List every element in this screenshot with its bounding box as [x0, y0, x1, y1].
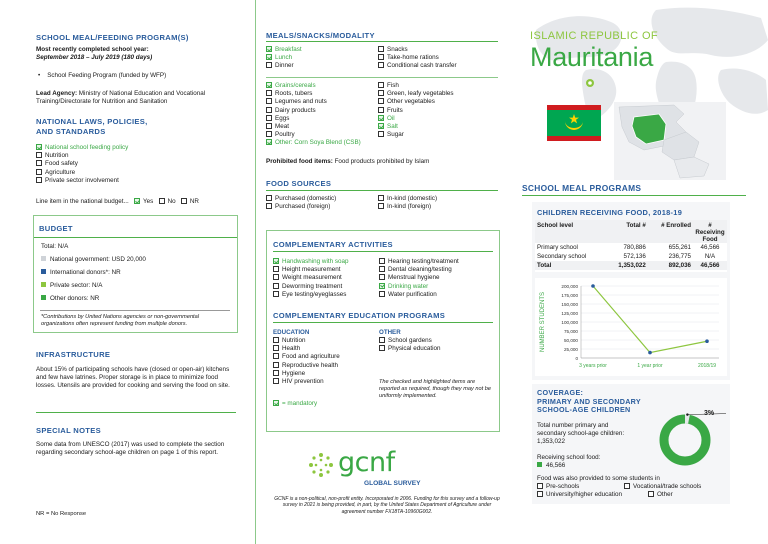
checkbox[interactable]: [36, 160, 42, 166]
food-item: Sugar: [378, 131, 508, 139]
checkbox[interactable]: [378, 203, 384, 209]
table-cell: 780,886: [623, 244, 646, 251]
recent-label: Most recently completed school year:: [36, 46, 149, 53]
checkbox[interactable]: [273, 353, 279, 359]
checked-note: The checked and highlighted items are reported as required, though they may not be uniformly implemented.: [379, 379, 491, 399]
checkbox[interactable]: [266, 62, 272, 68]
laws-list: [36, 144, 128, 185]
divider: [266, 190, 498, 191]
chart-wrap: [535, 278, 727, 376]
source-item: Purchased (foreign): [266, 203, 336, 211]
divider: [266, 77, 498, 78]
activity-item: Dental cleaning/testing: [379, 266, 459, 274]
coverage-total: Total number primary and secondary school-age children: 1,353,022: [537, 422, 625, 446]
table-cell: 655,261: [668, 244, 691, 251]
checkbox[interactable]: [266, 195, 272, 201]
divider: [34, 237, 237, 238]
checkbox[interactable]: [266, 139, 272, 145]
programs-title: SCHOOL MEAL PROGRAMS: [522, 183, 642, 193]
budget-title: BUDGET: [39, 224, 73, 233]
food-item: Roots, tubers: [266, 90, 381, 98]
divider: [273, 251, 493, 252]
foods-col2: [378, 82, 508, 139]
meals-col2: [378, 46, 508, 71]
budget-private: Private sector: N/A: [41, 282, 103, 289]
other-item: School gardens: [379, 337, 441, 345]
food-item: Dairy products: [266, 107, 381, 115]
country-name: Mauritania: [530, 42, 654, 72]
checkbox[interactable]: [266, 107, 272, 113]
legend-swatch: [41, 295, 46, 300]
checkbox[interactable]: [273, 291, 279, 297]
table-header: School level: [537, 222, 574, 229]
food-item: Salt: [378, 123, 508, 131]
activity-item: Drinking water: [379, 283, 459, 291]
infrastructure-text: About 15% of participating schools have (closed or open-air) kitchens and few have latrines. Proper storage is in place to minimize food losses. Utensils are provided for cooking and serving the food on site.: [36, 366, 230, 390]
crescent-star-icon: [562, 113, 586, 133]
laws-title: [36, 117, 148, 136]
checkbox[interactable]: [378, 131, 384, 137]
meal-item: Conditional cash transfer: [378, 62, 508, 70]
activity-item: Menstrual hygiene: [379, 274, 459, 282]
notes-title: SPECIAL NOTES: [36, 426, 101, 435]
checkbox[interactable]: [378, 90, 384, 96]
food-item: Fruits: [378, 107, 508, 115]
checkbox[interactable]: [273, 258, 279, 264]
also-row-1: Pre-schools: [537, 483, 579, 490]
complementary-title: COMPLEMENTARY ACTIVITIES: [273, 240, 393, 249]
children-table: [535, 220, 727, 270]
table-cell: Primary school: [537, 244, 578, 251]
also-row-1b: Vocational/trade schools: [624, 483, 701, 490]
budget-note: *Contributions by United Nations agencies or non-governmental organizations often represent funding from multiple donors.: [41, 314, 199, 327]
percent-leader-dot: [686, 413, 688, 415]
gcnf-logo: [308, 447, 468, 490]
yes-checkbox[interactable]: [134, 198, 140, 204]
other-label: OTHER: [379, 329, 401, 336]
children-title: CHILDREN RECEIVING FOOD, 2018-19: [537, 208, 683, 217]
checkbox[interactable]: [266, 54, 272, 60]
coverage-title-line1: COVERAGE:: [537, 388, 584, 397]
food-item: Fish: [378, 82, 508, 90]
source-item: Purchased (domestic): [266, 195, 336, 203]
budget-box: [33, 215, 238, 333]
table-cell: N/A: [704, 253, 716, 260]
x-tick-label: 2018/19: [697, 363, 717, 369]
food-item: Green, leafy vegetables: [378, 90, 508, 98]
checkbox[interactable]: [648, 491, 654, 497]
table-header: # Enrolled: [661, 222, 691, 229]
country-label: ISLAMIC REPUBLIC OF: [530, 30, 659, 42]
food-item: Grains/cereals: [266, 82, 381, 90]
checkbox[interactable]: [36, 144, 42, 150]
other-item: Physical education: [379, 345, 441, 353]
checkbox[interactable]: [379, 337, 385, 343]
coverage-receiving: 46,566: [537, 462, 565, 469]
food-item: Meat: [266, 123, 381, 131]
meal-item: Take-home rations: [378, 54, 508, 62]
law-item: Agriculture: [36, 169, 128, 177]
coverage-receiving-label: Receiving school food:: [537, 454, 601, 461]
source-item: In-kind (domestic): [378, 195, 437, 203]
checkbox[interactable]: [378, 98, 384, 104]
y-tick-label: 175,000: [561, 292, 578, 298]
left-column: [0, 0, 255, 544]
nr-checkbox[interactable]: [181, 198, 187, 204]
table-cell: 892,036: [668, 262, 691, 269]
laws-title-line2: AND STANDARDS: [36, 126, 106, 136]
x-tick-label: 3 years prior: [579, 363, 607, 369]
food-item: Poultry: [266, 131, 381, 139]
coverage-title-line2: PRIMARY AND SECONDARY: [537, 396, 642, 406]
x-tick-label: 1 year prior: [637, 363, 663, 369]
checkbox[interactable]: [273, 283, 279, 289]
lead-value: Ministry of National Education and Vocational Training/Directorate for Nutrition and Sanitation: [36, 90, 206, 105]
mandatory-legend: = mandatory: [273, 400, 317, 407]
feeding-title: SCHOOL MEAL/FEEDING PROGRAM(S): [36, 33, 189, 42]
budget-other: Other donors: NR: [41, 295, 99, 302]
checkbox[interactable]: [379, 258, 385, 264]
checkbox[interactable]: [273, 274, 279, 280]
y-tick-label: 200,000: [561, 283, 578, 289]
table-cell: 572,136: [623, 253, 646, 260]
y-tick-label: 50,000: [563, 337, 578, 343]
mauritania-flag-icon: [547, 105, 601, 141]
divider: [273, 322, 493, 323]
meal-item: Snacks: [378, 46, 508, 54]
y-tick-label: 150,000: [561, 301, 578, 307]
table-cell: 46,566: [700, 244, 720, 251]
y-tick-label: 75,000: [563, 328, 578, 334]
also-row-2: University/higher education: [537, 491, 622, 498]
checkbox[interactable]: [379, 345, 385, 351]
table-header-row: [535, 220, 727, 243]
law-item: Private sector involvement: [36, 177, 128, 185]
data-point: [591, 284, 595, 288]
education-label: EDUCATION: [273, 329, 310, 336]
law-item: Food safety: [36, 160, 128, 168]
checkbox[interactable]: [273, 337, 279, 343]
meal-item: Breakfast: [266, 46, 376, 54]
table-cell: Total: [537, 262, 552, 269]
food-item: Eggs: [266, 115, 381, 123]
data-point: [648, 351, 652, 355]
checkbox[interactable]: [266, 115, 272, 121]
table-cell: 46,566: [700, 262, 720, 269]
legend-swatch: [41, 256, 46, 261]
nr-note: NR = No Response: [36, 511, 87, 517]
table-total-row: [535, 261, 727, 270]
students-line-chart: [535, 278, 727, 376]
checkbox[interactable]: [379, 266, 385, 272]
checkbox[interactable]: [537, 483, 543, 489]
activity-item: Handwashing with soap: [273, 258, 349, 266]
food-item: Other vegetables: [378, 98, 508, 106]
table-cell: 236,775: [668, 253, 691, 260]
budget-national: National government: USD 20,000: [41, 256, 146, 263]
edu-item: Hygiene: [273, 370, 340, 378]
donut-remainder-slice: [664, 419, 706, 461]
checkbox[interactable]: [378, 54, 384, 60]
children-table-wrap: [535, 220, 727, 272]
lead-label: Lead Agency:: [36, 90, 78, 97]
budget-line-item: Line item in the national budget... Yes No NR: [36, 198, 199, 205]
y-tick-label: 0: [575, 355, 578, 361]
coverage-title-line3: SCHOOL-AGE CHILDREN: [537, 405, 631, 414]
recent-value: September 2018 – July 2019 (180 days): [36, 54, 153, 61]
edu-item: Reproductive health: [273, 362, 340, 370]
table-cell: 1,353,022: [618, 262, 646, 269]
checkbox[interactable]: [379, 274, 385, 280]
checkbox[interactable]: [378, 62, 384, 68]
coverage-percent: 3%: [704, 410, 715, 417]
checkbox[interactable]: [378, 82, 384, 88]
budget-international: International donors*: NR: [41, 269, 121, 276]
program-text: School Feeding Program (funded by WFP): [47, 72, 167, 79]
gcnf-survey: GLOBAL SURVEY: [364, 480, 421, 487]
sources-col2: [378, 195, 437, 211]
food-item: Other: Corn Soya Blend (CSB): [266, 139, 381, 147]
edu-item: HIV prevention: [273, 378, 340, 386]
education-list: [273, 337, 340, 386]
activity-item: Weight measurement: [273, 274, 349, 282]
legend-swatch: [41, 269, 46, 274]
table-cell: Secondary school: [537, 253, 587, 260]
activity-item: Eye testing/eyeglasses: [273, 291, 349, 299]
checkbox[interactable]: [273, 370, 279, 376]
law-item: Nutrition: [36, 152, 128, 160]
coverage-panel: [532, 384, 730, 504]
infrastructure-title: INFRASTRUCTURE: [36, 350, 111, 359]
edu-item: Nutrition: [273, 337, 340, 345]
food-item: Legumes and nuts: [266, 98, 381, 106]
locator-map-icon: [614, 102, 726, 180]
checkbox[interactable]: [378, 195, 384, 201]
meals-col1: [266, 46, 376, 71]
y-tick-label: 125,000: [561, 310, 578, 316]
activity-item: Height measurement: [273, 266, 349, 274]
no-checkbox[interactable]: [159, 198, 165, 204]
checkbox[interactable]: [266, 98, 272, 104]
gcnf-dots-icon: [308, 452, 334, 478]
meal-item: Dinner: [266, 62, 376, 70]
activities-col1: [273, 258, 349, 299]
flag-stripe: [547, 136, 601, 141]
complementary-box: [266, 230, 500, 432]
legend-swatch: [537, 462, 542, 467]
legend-swatch: [41, 282, 46, 287]
checkbox[interactable]: [266, 46, 272, 52]
other-list: [379, 337, 441, 353]
activity-item: Water purification: [379, 291, 459, 299]
table-row: [535, 243, 727, 252]
gcnf-wordmark: gcnf: [338, 447, 395, 478]
checkbox[interactable]: [266, 131, 272, 137]
meal-item: Lunch: [266, 54, 376, 62]
source-item: In-kind (foreign): [378, 203, 437, 211]
prohibited-foods: [266, 158, 429, 165]
children-panel: [532, 202, 730, 380]
activity-item: Hearing testing/treatment: [379, 258, 459, 266]
meals-title: MEALS/SNACKS/MODALITY: [266, 31, 375, 40]
coverage-donut: [642, 408, 728, 468]
notes-text: Some data from UNESCO (2017) was used to complete the section regarding secondary school-age children on page 1 of this report.: [36, 441, 225, 457]
coverage-title: [537, 389, 641, 415]
edu-programs-title: COMPLEMENTARY EDUCATION PROGRAMS: [273, 311, 446, 320]
divider: [522, 195, 746, 196]
law-item: National school feeding policy: [36, 144, 128, 152]
checkbox[interactable]: [36, 169, 42, 175]
series-line: [593, 286, 707, 353]
divider: [36, 412, 236, 413]
table-header: Total #: [626, 222, 646, 229]
data-point: [705, 339, 709, 343]
checkbox[interactable]: [273, 378, 279, 384]
checkbox[interactable]: [378, 115, 384, 121]
table-row: [535, 252, 727, 261]
right-column: [516, 0, 768, 544]
checkbox[interactable]: [266, 90, 272, 96]
checkbox[interactable]: [378, 46, 384, 52]
prohibited-value: Food products prohibited by Islam: [332, 158, 430, 165]
sources-title: FOOD SOURCES: [266, 179, 332, 188]
sources-col1: [266, 195, 336, 211]
foods-col1: [266, 82, 381, 148]
checkbox[interactable]: [537, 491, 543, 497]
y-tick-label: 25,000: [563, 346, 578, 352]
mandatory-checkbox-icon: [273, 400, 279, 406]
checkbox[interactable]: [266, 203, 272, 209]
checkbox[interactable]: [378, 107, 384, 113]
edu-item: Food and agriculture: [273, 353, 340, 361]
laws-title-line1: NATIONAL LAWS, POLICIES,: [36, 117, 148, 126]
checkbox[interactable]: [273, 345, 279, 351]
checkbox[interactable]: [379, 283, 385, 289]
checkbox[interactable]: [36, 152, 42, 158]
checkbox[interactable]: [36, 177, 42, 183]
y-tick-label: 100,000: [561, 319, 578, 325]
food-item: Oil: [378, 115, 508, 123]
checkbox[interactable]: [379, 291, 385, 297]
table-header: # Receiving Food: [695, 222, 725, 243]
also-row-2b: Other: [648, 491, 673, 498]
checkbox[interactable]: [266, 82, 272, 88]
activity-item: Deworming treatment: [273, 283, 349, 291]
budget-total: Total: N/A: [41, 243, 69, 250]
checkbox[interactable]: [266, 123, 272, 129]
footer-note: GCNF is a non-political, non-profit entity. Incorporated in 2006. Funding for this survey and a follow-up survey in 2021 is being provided, in part, by the United States Department of Agriculture under agreement number FX18TA-10960G002.: [274, 496, 500, 515]
lead-agency: [36, 90, 236, 106]
divider: [40, 310, 230, 311]
checkbox[interactable]: [378, 123, 384, 129]
prohibited-label: Prohibited food items:: [266, 158, 333, 165]
program-item: • School Feeding Program (funded by WFP): [38, 72, 167, 79]
edu-item: Health: [273, 345, 340, 353]
activities-col2: [379, 258, 459, 299]
checkbox[interactable]: [273, 362, 279, 368]
flag-stripe: [547, 105, 601, 110]
y-axis-label: NUMBER STUDENTS: [540, 291, 546, 353]
checkbox[interactable]: [624, 483, 630, 489]
checkbox[interactable]: [273, 266, 279, 272]
middle-column: [256, 0, 516, 544]
divider: [266, 41, 498, 42]
coverage-also-label: Food was also provided to some students in: [537, 475, 660, 482]
